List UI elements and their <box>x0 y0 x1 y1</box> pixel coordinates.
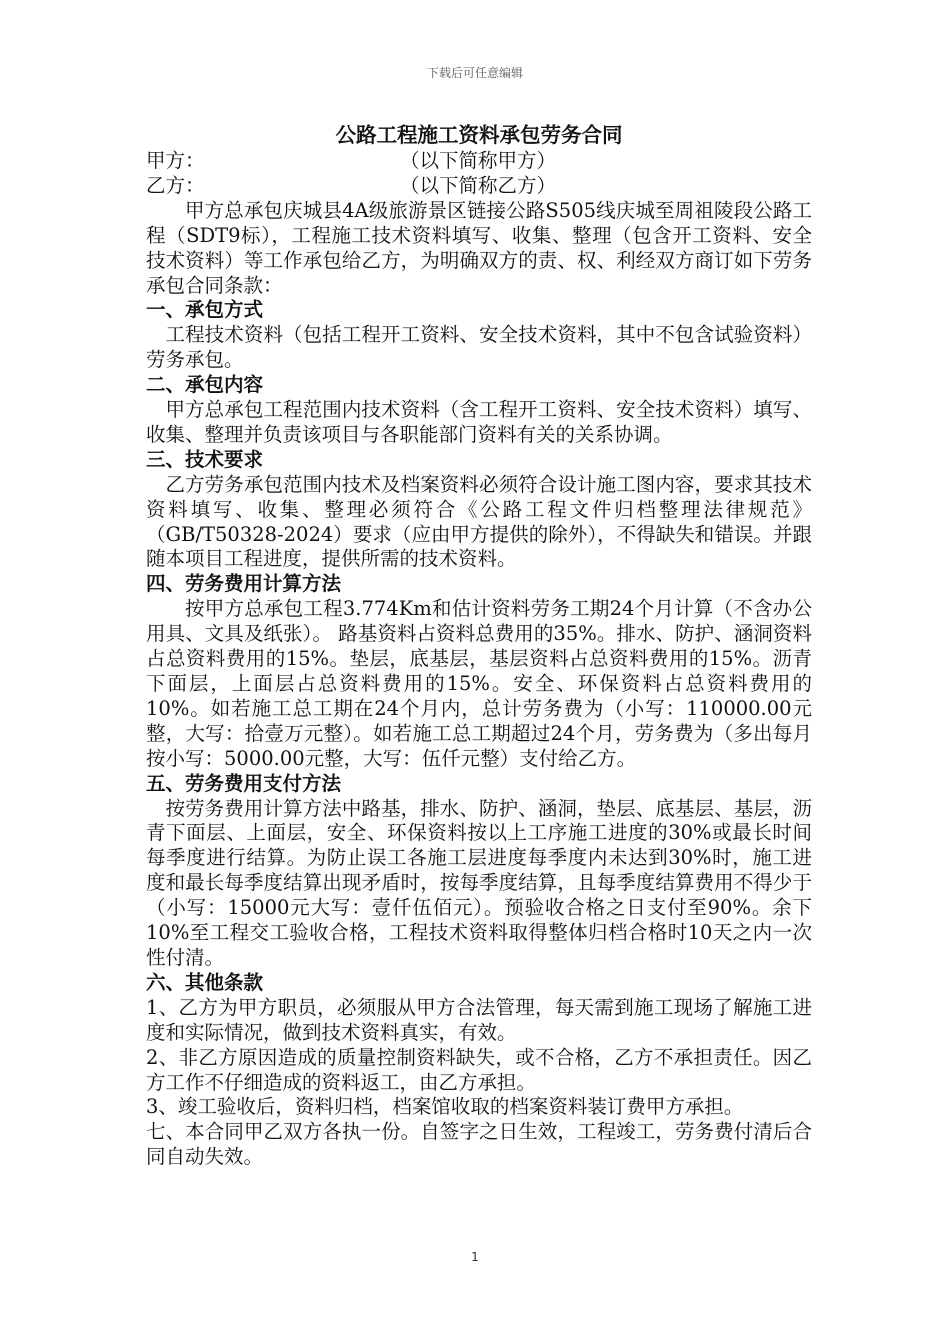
section-body-2: 甲方总承包工程范围内技术资料（含工程开工资料、安全技术资料）填写、收集、整理并负责该项目与各职能部门资料有关的关系协调。 <box>146 398 812 446</box>
section-heading-4: 四、劳务费用计算方法 <box>146 572 342 596</box>
section-heading-2: 二、承包内容 <box>146 373 264 397</box>
party-a-label: 甲方： <box>146 149 205 172</box>
party-a-line <box>146 149 812 174</box>
party-a-alias: （以下简称甲方） <box>400 149 557 172</box>
header-note: 下载后可任意编辑 <box>426 66 523 80</box>
clause-3: 3、竣工验收后，资料归档，档案馆收取的档案资料装订费甲方承担。 <box>146 1095 744 1119</box>
section-body-5: 按劳务费用计算方法中路基，排水、防护、涵洞，垫层、底基层、基层，沥青下面层、上面层，安全、环保资料按以上工序施工进度的30%或最长时间每季度进行结算。为防止误工各施工层进度每季度内未达到30%时，施工进度和最长每季度结算出现矛盾时，按每季度结算，且每季度结算费用不得少于（小写：15000元大写：壹仟伍佰元）。预验收合格之日支付至90%。余下10%至工程交工验收合格，工程技术资料取得整体归档合格时10天之内一次性付清。 <box>146 796 812 969</box>
section-body-4: 按甲方总承包工程3.774Km和估计资料劳务工期24个月计算（不含办公用具、文具及纸张）。 路基资料占资料总费用的35%。排水、防护、涵洞资料占总资料费用的15%。垫层，底基层，基层资料占总资料费用的15%。沥青下面层，上面层占总资料费用的15%。安全、环保资料占总资料费用的10%。如若施工总工期在24个月内，总计劳务费为（小写：110000.00元整，大写：拾壹万元整）。如若施工总工期超过24个月，劳务费为（多出每月按小写：5000.00元整，大写：伍仟元整）支付给乙方。 <box>146 597 812 770</box>
section-body-1: 工程技术资料（包括工程开工资料、安全技术资料，其中不包含试验资料）劳务承包。 <box>146 323 812 372</box>
section-heading-3: 三、技术要求 <box>146 447 264 471</box>
party-b-alias: （以下简称乙方） <box>400 173 557 197</box>
document-title: 公路工程施工资料承包劳务合同 <box>335 123 623 147</box>
clause-7: 七、本合同甲乙双方各执一份。自签字之日生效，工程竣工，劳务费付清后合同自动失效。 <box>146 1120 812 1169</box>
intro-paragraph: 甲方总承包庆城县4A级旅游景区链接公路S505线庆城至周祖陵段公路工程（SDT9标），工程施工技术资料填写、收集、整理（包含开工资料、安全技术资料）等工作承包给乙方，为明确双方的责、权、利经双方商订如下劳务承包合同条款： <box>146 198 812 297</box>
clause-1: 1、乙方为甲方职员，必须服从甲方合法管理，每天需到施工现场了解施工进度和实际情况，做到技术资料真实，有效。 <box>146 995 812 1044</box>
section-heading-1: 一、承包方式 <box>146 298 264 322</box>
clause-2: 2、非乙方原因造成的质量控制资料缺失，或不合格，乙方不承担责任。因乙方工作不仔细造成的资料返工，由乙方承担。 <box>146 1045 812 1094</box>
section-body-3: 乙方劳务承包范围内技术及档案资料必须符合设计施工图内容，要求其技术资料填写、收集、整理必须符合《公路工程文件归档整理法律规范》（GB/T50328-2024）要求（应由甲方提供的除外），不得缺失和错误。并跟随本项目工程进度，提供所需的技术资料。 <box>146 472 812 571</box>
party-b-label: 乙方： <box>146 173 205 197</box>
party-b-line <box>146 174 812 199</box>
section-heading-6: 六、其他条款 <box>146 970 264 994</box>
section-heading-5: 五、劳务费用支付方法 <box>146 771 342 795</box>
page-number: 1 <box>471 1250 479 1264</box>
document-body <box>146 122 812 1170</box>
